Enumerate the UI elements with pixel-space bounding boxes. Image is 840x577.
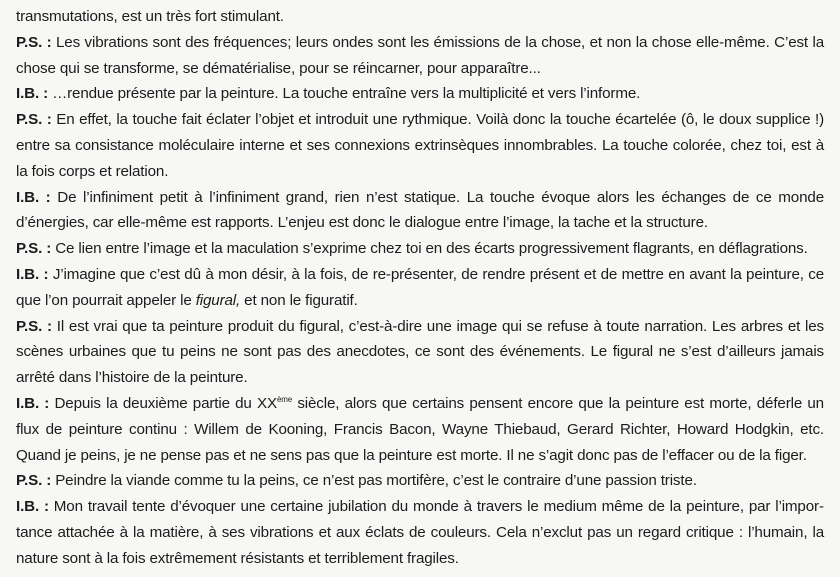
paragraph-ps <box>16 468 824 494</box>
paragraph-text: Depuis la deuxième partie du XX <box>49 394 277 412</box>
paragraph-text: transmutations, est un très fort stimulant. <box>16 8 284 25</box>
paragraph-ps <box>16 30 824 82</box>
speaker-label: P.S. : <box>16 33 52 51</box>
paragraph-text: siècle, alors que certains pensent encore que la peinture est morte, déferle un flux de peinture continu : Willem de Kooning, Francis Bacon, Wayne Thiebaud, Gerard Richter, Howard Hodgkin, etc. Quand je peins, je ne pense pas et ne sens pas que la peinture est morte. Il ne s’agit donc pas de l’effacer ou de la figer. <box>16 394 824 464</box>
paragraph-text: En effet, la touche fait éclater l’objet et introduit une rythmique. Voilà donc la touche écartelée (ô, le doux supplice !) entre sa consistance moléculaire interne et ses connexions extrinsèques innombrables. La touche colorée, chez toi, est à la fois corps et relation. <box>16 111 824 180</box>
italic-term: figural, <box>195 291 241 309</box>
paragraph-ib <box>16 81 824 107</box>
paragraph-text: De l’infiniment petit à l’infiniment grand, rien n’est statique. La touche évoque alors les échanges de ce monde d’énergies, car elle-même est rapports. L’enjeu est donc le dialogue entre l’image, la tache et la structure. <box>16 188 824 232</box>
paragraph-ib <box>16 494 824 571</box>
paragraph-text: Les vibrations sont des fréquences; leurs ondes sont les émissions de la chose, et non la chose elle-même. C’est la chose qui se transforme, se dématérialise, pour se réincarner, pour apparaître... <box>16 33 824 77</box>
paragraph-ib <box>16 185 824 237</box>
speaker-label: I.B. : <box>16 498 49 516</box>
paragraph-text: …rendue présente par la peinture. La touche entraîne vers la multiplicité et vers l’informe. <box>48 85 641 103</box>
superscript: ème <box>276 394 293 404</box>
speaker-label: P.S. : <box>16 472 52 490</box>
paragraph-text: Mon travail tente d’évoquer une certaine jubilation du monde à travers le medium même de la peinture, par l’importance attachée à la matière, à ses vibrations et aux éclats de couleurs. Cela n’exclut pas un regard critique : l’humain, la nature sont à la fois extrêmement résistants et terriblement fragiles. <box>16 498 824 567</box>
paragraph-text: J’imagine que c’est dû à mon désir, à la fois, de re-présenter, de rendre présent et de mettre en avant la peinture, ce que l’on pourrait appeler le <box>16 265 824 309</box>
paragraph-ps <box>16 314 824 391</box>
paragraph-text: et non le figuratif. <box>240 291 358 309</box>
paragraph-ib <box>16 262 824 314</box>
paragraph-ps <box>16 236 824 262</box>
paragraph-ib <box>16 391 824 468</box>
speaker-label: I.B. : <box>16 265 49 283</box>
paragraph-text: Il est vrai que ta peinture produit du figural, c’est-à-dire une image qui se refuse à toute narration. Les arbres et les scènes urbaines que tu peins ne sont pas des anecdotes, ce sont des événements. Le figural ne s’est d’ailleurs jamais arrêté dans l’histoire de la peinture. <box>16 317 824 387</box>
speaker-label: P.S. : <box>16 317 52 335</box>
speaker-label: P.S. : <box>16 240 52 258</box>
paragraph-text: Peindre la viande comme tu la peins, ce n’est pas mortifère, c’est le contraire d’une passion triste. <box>51 472 697 490</box>
paragraph-text: Ce lien entre l’image et la maculation s’exprime chez toi en des écarts progressivement flagrants, en déflagrations. <box>51 240 808 258</box>
speaker-label: I.B. : <box>16 85 49 103</box>
paragraph-ps <box>16 107 824 184</box>
speaker-label: I.B. : <box>16 394 50 412</box>
paragraph-continuation <box>16 4 824 30</box>
speaker-label: P.S. : <box>16 111 52 129</box>
speaker-label: I.B. : <box>16 188 51 206</box>
